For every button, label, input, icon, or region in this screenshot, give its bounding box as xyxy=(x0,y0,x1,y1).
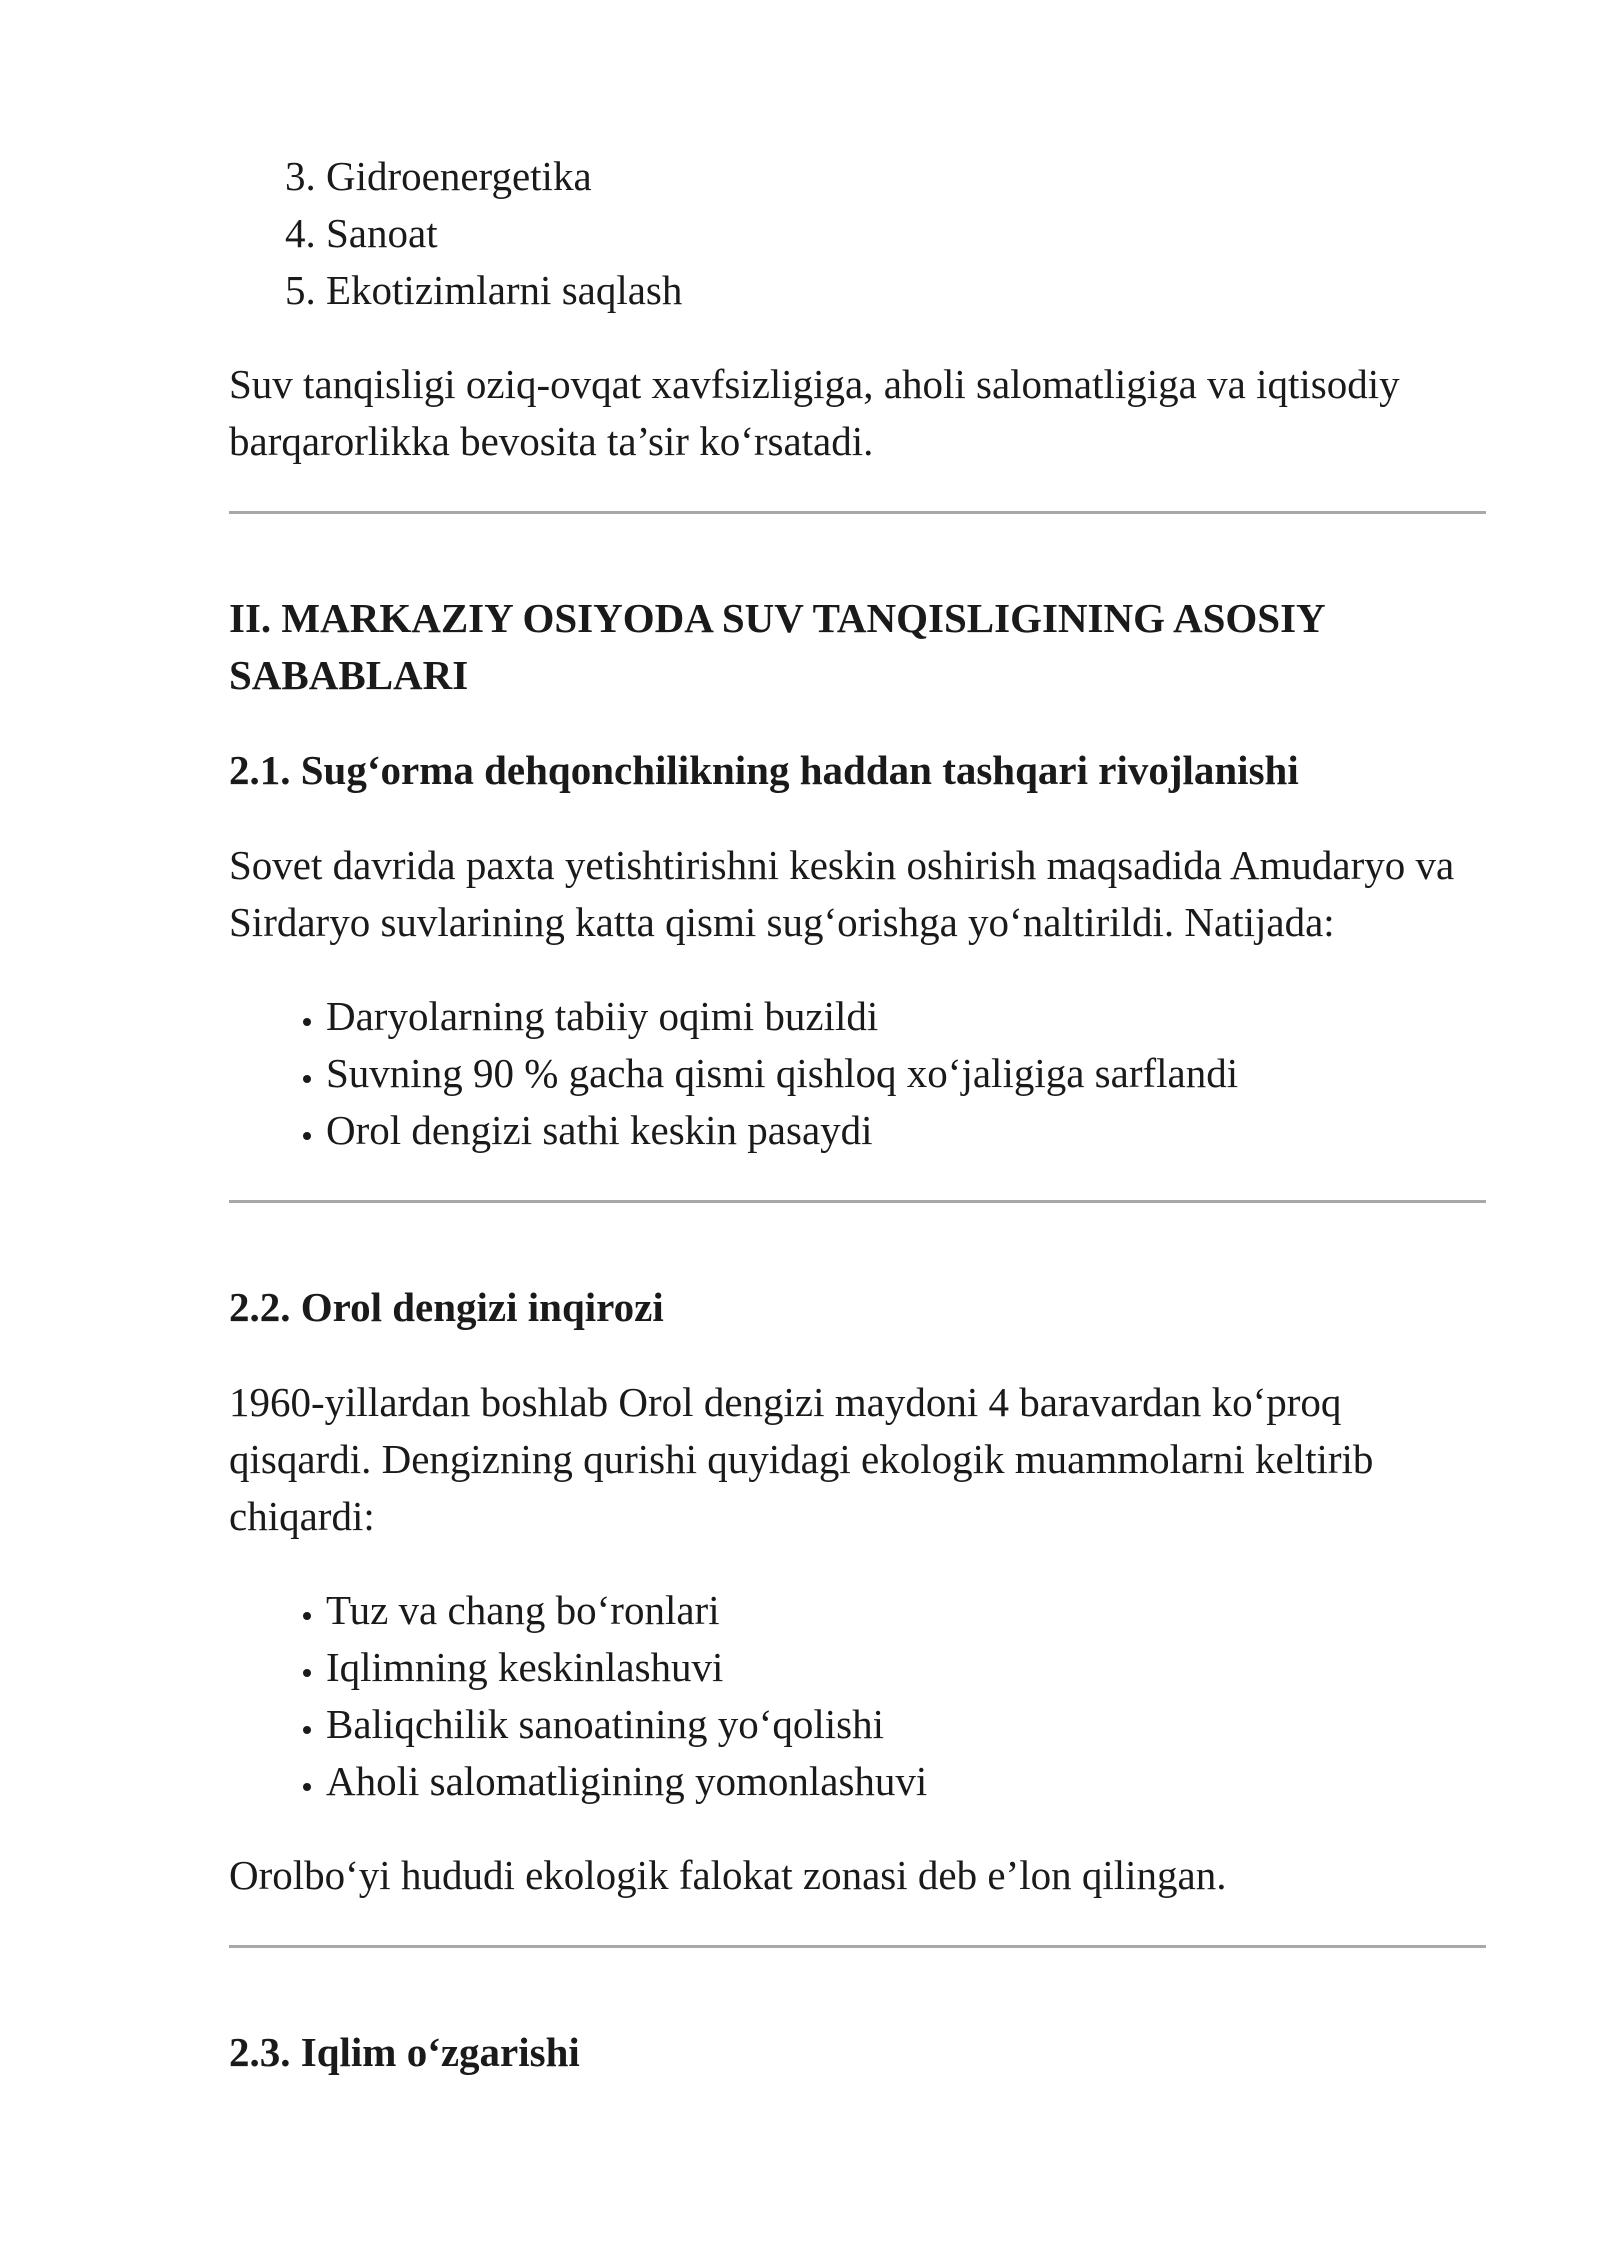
section-2-heading: II. MARKAZIY OSIYODA SUV TANQISLIGINING ASOSIY SABABLARI xyxy=(229,595,1325,698)
list-item: • Orol dengizi sathi keskin pasaydi xyxy=(326,1102,1486,1159)
subsection-2-2-heading: 2.2. Orol dengizi inqirozi xyxy=(229,1284,664,1330)
list-item: • Suvning 90 % gacha qismi qishloq xo‘jaligiga sarflandi xyxy=(326,1045,1486,1102)
subsection-2-1-heading: 2.1. Sug‘orma dehqonchilikning haddan tashqari rivojlanishi xyxy=(229,747,1299,793)
list-item: • Baliqchilik sanoatining yo‘qolishi xyxy=(326,1696,1486,1753)
subsection-2-2-closing: Orolbo‘yi hududi ekologik falokat zonasi deb e’lon qilingan. xyxy=(229,1852,1227,1898)
subsection-2-2-bullets xyxy=(229,1582,1486,1810)
subsection-2-3-heading: 2.3. Iqlim o‘zgarishi xyxy=(229,2029,580,2075)
intro-numbered-list xyxy=(229,148,1486,319)
document-content xyxy=(229,148,1486,2081)
subsection-2-1-paragraph: Sovet davrida paxta yetishtirishni keskin oshirish maqsadida Amudaryo va Sirdaryo suvlarining katta qismi sug‘orishga yo‘naltirildi. Natijada: xyxy=(229,842,1455,945)
list-item: 3. Gidroenergetika xyxy=(326,148,1486,205)
subsection-2-2-paragraph: 1960-yillardan boshlab Orol dengizi maydoni 4 baravardan ko‘proq qisqardi. Dengizning qurishi quyidagi ekologik muammolarni keltirib chiqardi: xyxy=(229,1379,1374,1539)
list-item: • Iqlimning keskinlashuvi xyxy=(326,1639,1486,1696)
intro-paragraph: Suv tanqisligi oziq-ovqat xavfsizligiga, aholi salomatligiga va iqtisodiy barqarorlikka bevosita ta’sir ko‘rsatadi. xyxy=(229,361,1400,464)
list-item: 5. Ekotizimlarni saqlash xyxy=(326,262,1486,319)
list-item: • Tuz va chang bo‘ronlari xyxy=(326,1582,1486,1639)
section-divider xyxy=(229,511,1486,514)
list-item: • Aholi salomatligining yomonlashuvi xyxy=(326,1753,1486,1810)
section-divider xyxy=(229,1200,1486,1203)
list-item: • Daryolarning tabiiy oqimi buzildi xyxy=(326,988,1486,1045)
list-item: 4. Sanoat xyxy=(326,205,1486,262)
section-divider xyxy=(229,1945,1486,1948)
subsection-2-1-bullets xyxy=(229,988,1486,1159)
